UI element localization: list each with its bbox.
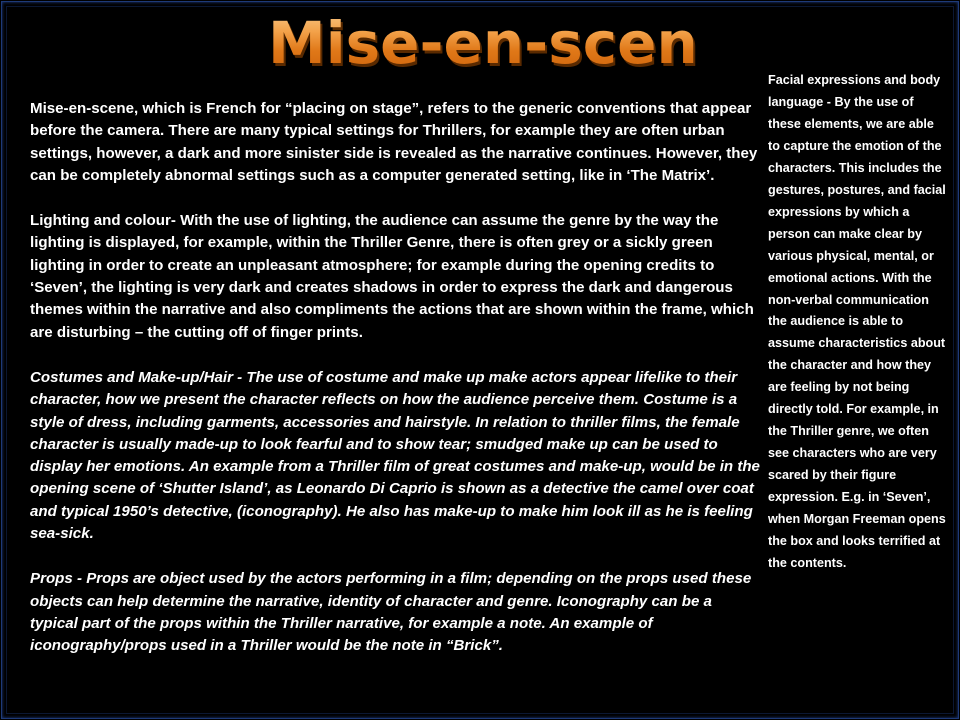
paragraph-props: Props - Props are object used by the actors performing in a film; depending on the props used these objects can help determine the narrative, identity of character and genre. Iconography can be a typical part of the props within the Thriller narrative, for example a note. An example of iconography/props used in a Thriller would be the note in “Brick”.: [30, 570, 752, 655]
slide-title: Mise-en-scene: [268, 4, 698, 82]
main-text-column: [30, 98, 760, 681]
paragraph-costumes: Costumes and Make-up/Hair - The use of costume and make up make actors appear lifelike to their character, how we present the character reflects on how the audience perceive them. Costume is a style of dress, including garments, accessories and hairstyle. In relation to thriller films, the female character is usually made-up to look fearful and to show tear; smudged make up can be used to display her emotions. An example from a Thriller film of great costumes and make-up, would be in the opening scene of ‘Shutter Island’, as Leonardo Di Caprio is shown as a detective the camel over coat and typical 1950’s detective, (iconography). He also has make-up to make him look ill as he is feeling sea-sick.: [30, 368, 760, 543]
paragraph-setting: Mise-en-scene, which is French for “placing on stage”, refers to the generic conventions that appear before the camera. There are many typical settings for Thrillers, for example they are often urban settings, however, a dark and more sinister side is revealed as the narrative continues. However, they can be completely abnormal settings such as a computer generated setting, like in ‘The Matrix’.: [30, 100, 758, 184]
sidebar-paragraph: Facial expressions and body language - By the use of these elements, we are able to capture the emotion of the characters. This includes the gestures, postures, and facial expressions by which a person can make clear by various physical, mental, or emotional actions. With the non-verbal communication the audience is able to assume characteristics about the character and how they are feeling by not being directly told. For example, in the Thriller genre, we often see characters who are very scared by their figure expression. E.g. in ‘Seven’, when Morgan Freeman opens the box and looks terrified at the contents.: [768, 73, 946, 570]
paragraph-lighting: Lighting and colour- With the use of lighting, the audience can assume the genre by the way the lighting is displayed, for example, within the Thriller Genre, there is often grey or a sickly green lighting in order to create an unpleasant atmosphere; for example during the opening credits to ‘Seven’, the lighting is very dark and creates shadows in order to express the dark and dangerous themes within the narrative and also compliments the actions that are shown within the frame, which are disturbing – the cutting off of finger prints.: [30, 212, 754, 341]
sidebar-column: [768, 70, 946, 575]
